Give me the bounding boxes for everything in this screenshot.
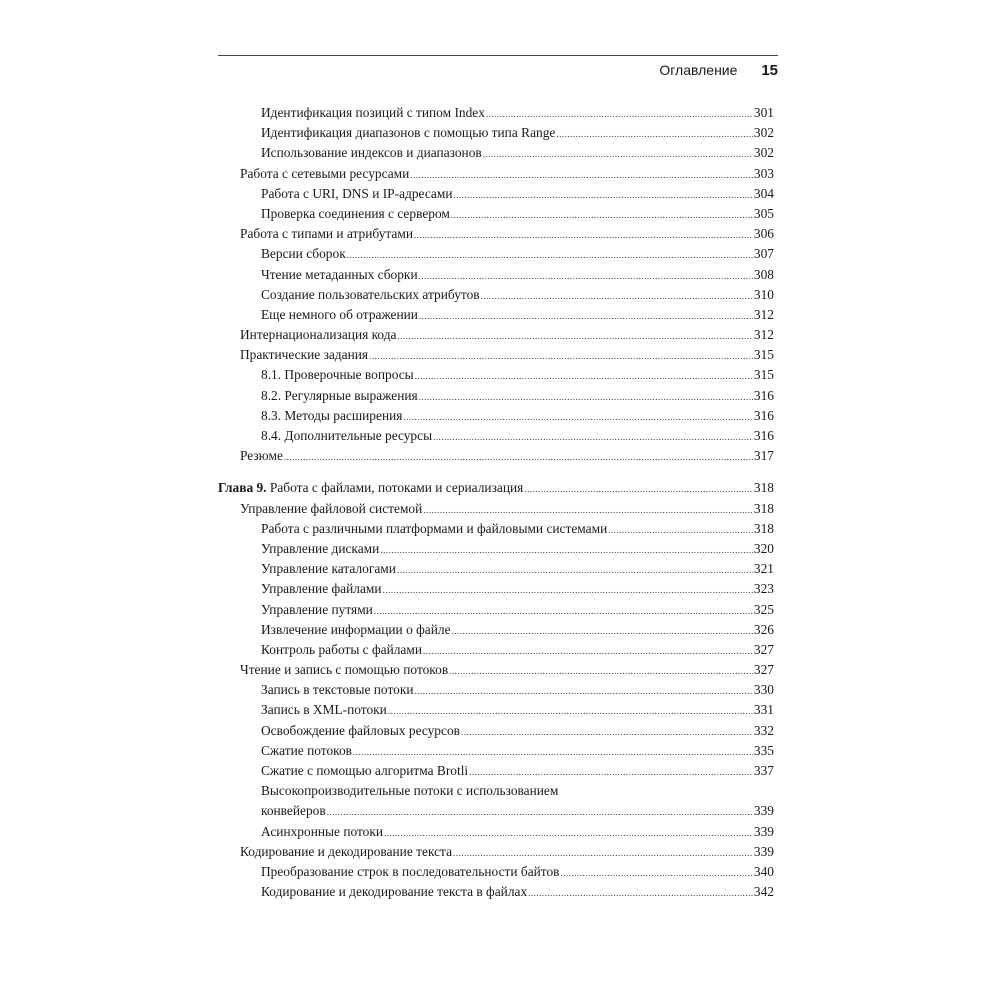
dot-leader (461, 722, 753, 742)
toc-entry (218, 426, 774, 446)
toc-entry-page: 327 (753, 641, 774, 657)
toc-entry-line (240, 164, 774, 185)
toc-entry-page: 315 (753, 347, 774, 363)
toc-entry-text: Запись в XML-потоки (261, 702, 387, 718)
toc-entry-line (261, 305, 774, 326)
toc-entry (218, 882, 774, 902)
toc-entry-text: конвейеров (261, 803, 326, 819)
toc-entry-text: Кодирование и декодирование текста (240, 843, 453, 859)
toc-entry-title (240, 499, 422, 519)
toc-entry-text: Сжатие с помощью алгоритма Brotli (261, 763, 469, 778)
toc-entry-title (261, 143, 482, 163)
toc-entry-title (261, 741, 352, 761)
dot-leader (608, 520, 753, 540)
dot-leader (369, 346, 753, 366)
toc-entry-title (240, 446, 283, 466)
toc-entry-title (261, 761, 468, 781)
toc-entry (218, 365, 774, 385)
toc-entry-text: Еще немного об отражении (261, 306, 418, 322)
toc-entry-title (261, 184, 453, 204)
header-rule (218, 55, 778, 56)
toc-entry-text: Извлечение информации о файле (261, 621, 451, 637)
toc-entry-title (261, 365, 414, 385)
toc-entry-page: 312 (753, 306, 774, 322)
dot-leader (528, 883, 753, 903)
toc-entry-title (261, 204, 450, 224)
toc-entry-text: 8.3. Методы расширения (261, 407, 403, 423)
toc-entry-page: 316 (753, 407, 774, 423)
toc-entry-title (240, 164, 409, 184)
toc-entry (218, 224, 774, 244)
toc-entry-line (261, 244, 774, 265)
toc-entry-text: Работа с URI, DNS и IP-адресами (261, 185, 453, 201)
toc-entry-line (261, 882, 774, 903)
toc-entry-page: 316 (753, 428, 774, 443)
toc-entry-line (261, 822, 774, 843)
toc-entry-text: Использование индексов и диапазонов (261, 145, 482, 161)
toc-entry-title (261, 244, 346, 264)
toc-entry-title-line: Высокопроизводительные потоки с использованием (261, 783, 559, 799)
toc-entry (218, 579, 774, 599)
dot-leader (481, 286, 753, 306)
toc-entry-line (261, 640, 774, 661)
toc-entry-line (261, 700, 774, 721)
dot-leader (419, 387, 753, 407)
toc-entry-title (261, 600, 373, 620)
dot-leader (388, 701, 753, 721)
toc-entry-title (261, 426, 432, 446)
dot-leader (423, 641, 753, 661)
toc-entry-line (261, 204, 774, 225)
dot-leader (415, 681, 753, 701)
toc-entry-text: Запись в текстовые потоки (261, 682, 414, 698)
toc-entry (218, 164, 774, 184)
toc-entry-title (261, 862, 560, 882)
toc-entry-line (261, 285, 774, 306)
dot-leader (451, 205, 753, 225)
toc-entry (218, 660, 774, 680)
toc-entry-page: 332 (753, 722, 774, 738)
toc-entry-title (240, 224, 413, 244)
dot-leader (556, 124, 753, 144)
toc-entry (218, 700, 774, 720)
toc-entry-line (261, 801, 774, 821)
toc-entry-page: 326 (753, 621, 774, 637)
toc-entry-line (261, 184, 774, 205)
toc-entry-line (261, 406, 774, 427)
toc-entry (218, 761, 774, 781)
toc-entry-page: 318 (753, 480, 774, 496)
toc-entry-page: 327 (753, 662, 774, 678)
dot-leader (419, 266, 753, 286)
toc-entry-title (218, 478, 523, 498)
chapter-label: Глава 9. (218, 480, 267, 496)
toc-entry-text: Управление дисками (261, 540, 380, 556)
toc-entry (218, 478, 774, 498)
dot-leader (486, 104, 753, 124)
toc-entry (218, 406, 774, 426)
toc-entry-title (261, 406, 402, 426)
toc-entry-title (261, 700, 387, 720)
toc-entry-text: Управление каталогами (261, 561, 396, 577)
toc-entry-line (240, 325, 774, 346)
toc-entry-page: 318 (753, 520, 774, 536)
toc-entry-title (261, 103, 485, 123)
toc-entry-text: Управление файлами (261, 581, 382, 597)
toc-entry-line (261, 761, 774, 782)
toc-entry-title (261, 123, 555, 143)
toc-entry-text: Идентификация диапазонов с помощью типа Range (261, 125, 556, 141)
toc-entry (218, 640, 774, 660)
toc-entry-text: Версии сборок (261, 246, 346, 262)
toc-entry-page: 302 (753, 125, 774, 141)
dot-leader (483, 144, 753, 164)
toc-entry (218, 446, 774, 466)
toc-entry-page: 310 (753, 286, 774, 302)
toc-entry-page: 339 (753, 803, 774, 819)
toc-entry-title (261, 539, 379, 559)
toc-entry-page: 308 (753, 266, 774, 282)
toc-entry-line (261, 123, 774, 144)
toc-entry-page: 312 (753, 327, 774, 343)
dot-leader (415, 366, 753, 386)
toc-entry-text: Контроль работы с файлами (261, 641, 423, 657)
toc-entry-text: Преобразование строк в последовательности байтов (261, 863, 560, 879)
toc-entry-page: 330 (753, 682, 774, 698)
dot-leader (453, 843, 753, 863)
toc-entry-page: 315 (753, 367, 774, 383)
toc-entry-line (218, 478, 774, 499)
toc-entry (218, 539, 774, 559)
toc-entry (218, 680, 774, 700)
toc-entry (218, 265, 774, 285)
toc-entry-text: Работа с сетевыми ресурсами (240, 165, 410, 181)
toc-entry-text: Резюме (240, 448, 283, 464)
dot-leader (449, 661, 753, 681)
toc-entry-text: Освобождение файловых ресурсов (261, 722, 460, 738)
toc-entry (218, 204, 774, 224)
toc-entry-text: Идентификация позиций с типом Index (261, 105, 485, 120)
toc-entry (218, 305, 774, 325)
toc-entry-text: 8.1. Проверочные вопросы (261, 367, 414, 383)
dot-leader (398, 326, 753, 346)
dot-leader (397, 560, 753, 580)
toc-entry-text: Работа с типами и атрибутами (240, 226, 414, 242)
toc-entry-title (261, 822, 383, 842)
toc-entry-line (240, 660, 774, 681)
toc-entry-page: 317 (753, 448, 774, 464)
toc-entry-title (261, 801, 326, 821)
toc-entry-title (261, 640, 422, 660)
toc-entry-line (261, 721, 774, 742)
toc-entry-line (261, 579, 774, 600)
toc-entry (218, 244, 774, 264)
toc-entry (218, 285, 774, 305)
toc-entry (218, 781, 774, 821)
toc-entry-title (261, 559, 396, 579)
dot-leader (419, 306, 753, 326)
toc-entry-text: Чтение и запись с помощью потоков (240, 662, 449, 678)
dot-leader (384, 823, 753, 843)
toc-entry-title (240, 345, 368, 365)
toc-entry-text: Создание пользовательских атрибутов (261, 286, 480, 302)
dot-leader (410, 165, 753, 185)
toc-entry-text: Управление путями (261, 601, 373, 617)
book-page (218, 0, 778, 1000)
dot-leader (433, 427, 753, 447)
toc-entry (218, 103, 774, 123)
toc-entry (218, 862, 774, 882)
toc-entry-page: 323 (753, 581, 774, 597)
toc-entry-line (240, 345, 774, 366)
toc-entry-text: Чтение метаданных сборки (261, 266, 418, 282)
toc-entry-page: 307 (753, 246, 774, 262)
running-head-section: Оглавление (659, 62, 738, 78)
toc-entry-title (240, 660, 448, 680)
toc-entry-page: 325 (753, 601, 774, 617)
toc-entry-text: Интернационализация кода (240, 327, 397, 343)
toc-entry (218, 842, 774, 862)
toc-entry-title (261, 285, 480, 305)
dot-leader (380, 540, 753, 560)
toc-entry (218, 386, 774, 406)
toc-entry-page: 339 (753, 823, 774, 839)
table-of-contents (218, 103, 774, 902)
dot-leader (347, 245, 753, 265)
toc-entry-line (240, 446, 774, 467)
toc-entry-title (261, 680, 414, 700)
dot-leader (327, 802, 753, 822)
toc-entry (218, 519, 774, 539)
toc-entry-line (261, 539, 774, 560)
toc-entry-page: 305 (753, 205, 774, 221)
dot-leader (374, 601, 753, 621)
toc-entry-text: Асинхронные потоки (261, 823, 384, 839)
toc-entry (218, 143, 774, 163)
toc-entry (218, 499, 774, 519)
toc-entry-page: 316 (753, 387, 774, 403)
toc-entry-page: 302 (753, 145, 774, 161)
toc-entry-page: 303 (753, 165, 774, 181)
toc-entry-title (261, 519, 607, 539)
toc-entry-line (240, 842, 774, 863)
toc-entry-line (240, 499, 774, 520)
toc-entry-line (261, 519, 774, 540)
toc-entry-page: 337 (753, 763, 774, 778)
toc-entry-line (261, 862, 774, 883)
toc-entry-line (261, 600, 774, 621)
toc-entry-text: Работа с различными платформами и файловыми системами (261, 520, 608, 536)
dot-leader (284, 447, 753, 467)
toc-entry-text: Сжатие потоков (261, 742, 352, 758)
dot-leader (414, 225, 753, 245)
toc-entry-text: Кодирование и декодирование текста в файлах (261, 884, 528, 900)
toc-entry-title (261, 882, 527, 902)
toc-entry-title (261, 620, 451, 640)
toc-entry-line (261, 741, 774, 762)
dot-leader (383, 580, 753, 600)
toc-entry-line (261, 103, 774, 124)
toc-entry-title (261, 386, 418, 406)
toc-entry-page: 339 (753, 843, 774, 859)
toc-entry-text: 8.4. Дополнительные ресурсы (261, 428, 433, 443)
toc-entry-page: 306 (753, 226, 774, 242)
toc-entry-page: 340 (753, 863, 774, 879)
toc-entry-title (240, 842, 452, 862)
toc-entry-page: 342 (753, 884, 774, 900)
toc-entry-line (261, 559, 774, 580)
toc-entry-page: 331 (753, 702, 774, 718)
toc-entry-text: Практические задания (240, 347, 369, 363)
dot-leader (403, 407, 752, 427)
toc-entry (218, 741, 774, 761)
toc-entry (218, 123, 774, 143)
toc-entry-page: 318 (753, 500, 774, 516)
dot-leader (423, 500, 753, 520)
toc-entry-line (240, 224, 774, 245)
toc-entry-line (261, 620, 774, 641)
toc-entry-line (261, 680, 774, 701)
toc-entry-line (261, 365, 774, 386)
toc-entry-line (261, 426, 774, 447)
page-number: 15 (761, 62, 778, 79)
toc-entry-page: 321 (753, 561, 774, 577)
toc-entry (218, 345, 774, 365)
toc-entry-page: 304 (753, 185, 774, 201)
toc-entry-text: Проверка соединения с сервером (261, 205, 450, 221)
toc-entry-title (261, 265, 418, 285)
dot-leader (524, 479, 753, 499)
toc-entry-page: 335 (753, 742, 774, 758)
toc-entry (218, 559, 774, 579)
dot-leader (452, 621, 753, 641)
dot-leader (469, 762, 753, 782)
toc-entry (218, 184, 774, 204)
toc-entry (218, 325, 774, 345)
toc-entry-text: Работа с файлами, потоками и сериализация (266, 480, 524, 496)
toc-entry-line (261, 143, 774, 164)
toc-entry-text: Управление файловой системой (240, 500, 423, 516)
toc-entry-text: 8.2. Регулярные выражения (261, 387, 418, 403)
toc-entry-page: 301 (753, 105, 774, 120)
dot-leader (353, 742, 753, 762)
dot-leader (561, 863, 753, 883)
toc-entry-title (240, 325, 397, 345)
toc-entry-page: 320 (753, 540, 774, 556)
toc-entry (218, 822, 774, 842)
dot-leader (454, 185, 753, 205)
toc-entry-title (261, 721, 460, 741)
toc-entry (218, 600, 774, 620)
toc-entry-line (261, 386, 774, 407)
toc-entry (218, 620, 774, 640)
toc-entry (218, 721, 774, 741)
running-head (659, 60, 778, 80)
toc-entry-title (261, 305, 418, 325)
toc-entry-line (261, 265, 774, 286)
toc-entry-title (261, 579, 382, 599)
